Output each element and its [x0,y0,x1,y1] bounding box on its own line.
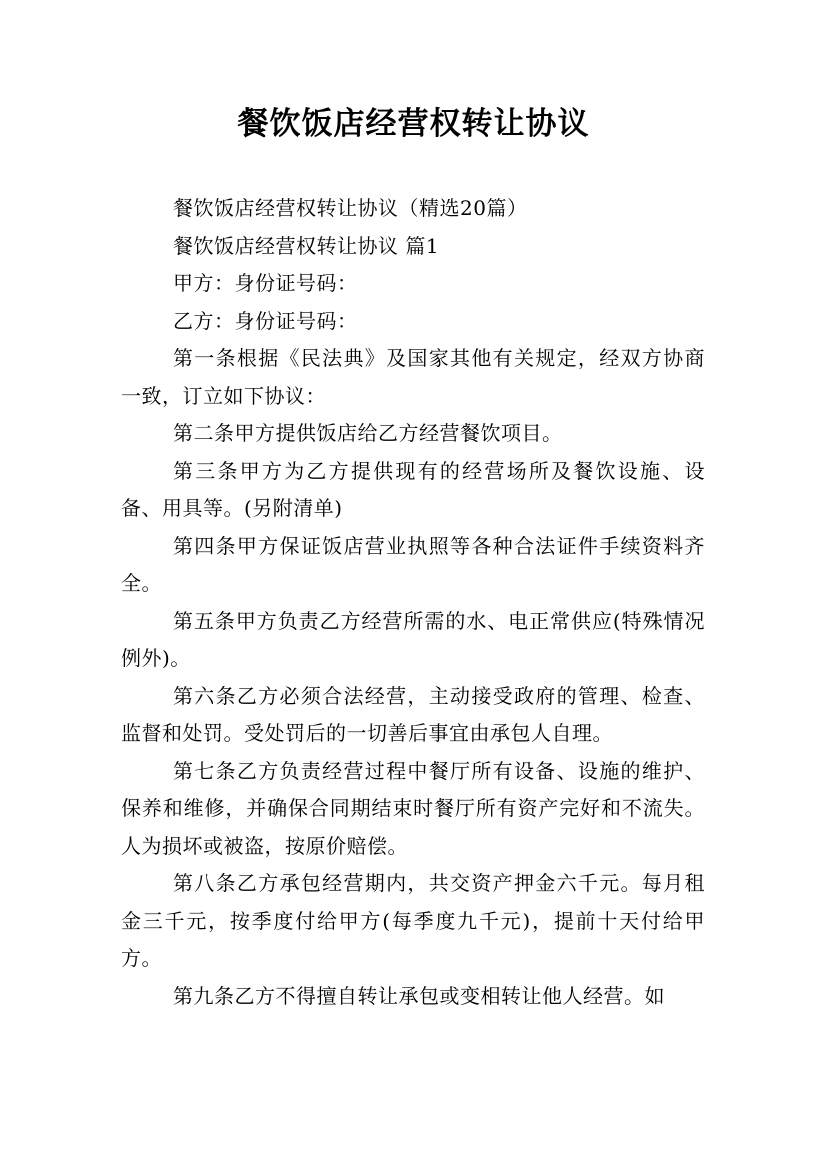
paragraph-party-b: 乙方：身份证号码： [173,308,358,333]
paragraph-article-1: 第一条根据《民法典》及国家其他有关规定，经双方协商一致，订立如下协议： [121,346,705,408]
paragraph-article-9: 第九条乙方不得擅自转让承包或变相转让他人经营。如 [173,983,665,1008]
paragraph-article-5: 第五条甲方负责乙方经营所需的水、电正常供应(特殊情况例外)。 [121,608,705,670]
paragraph-article-6: 第六条乙方必须合法经营，主动接受政府的管理、检查、监督和处罚。受处罚后的一切善后事宜由承包人自理。 [121,683,705,745]
paragraph-subtitle: 餐饮饭店经营权转让协议（精选20篇） [173,196,528,220]
paragraph-article-2: 第二条甲方提供饭店给乙方经营餐饮项目。 [173,421,563,445]
document-title: 餐饮饭店经营权转让协议 [237,106,590,142]
paragraph-party-a: 甲方：身份证号码： [173,271,358,295]
document-body [121,190,705,1015]
paragraph-article-7: 第七条乙方负责经营过程中餐厅所有设备、设施的维护、保养和维修，并确保合同期结束时餐厅所有资产完好和不流失。人为损坏或被盗，按原价赔偿。 [121,758,705,858]
paragraph-article-8: 第八条乙方承包经营期内，共交资产押金六千元。每月租金三千元，按季度付给甲方(每季度九千元)，提前十天付给甲方。 [121,871,705,970]
paragraph-article-4: 第四条甲方保证饭店营业执照等各种合法证件手续资料齐全。 [121,533,705,595]
paragraph-section-heading: 餐饮饭店经营权转让协议 篇1 [173,233,440,258]
paragraph-article-3: 第三条甲方为乙方提供现有的经营场所及餐饮设施、设备、用具等。(另附清单) [121,458,705,520]
